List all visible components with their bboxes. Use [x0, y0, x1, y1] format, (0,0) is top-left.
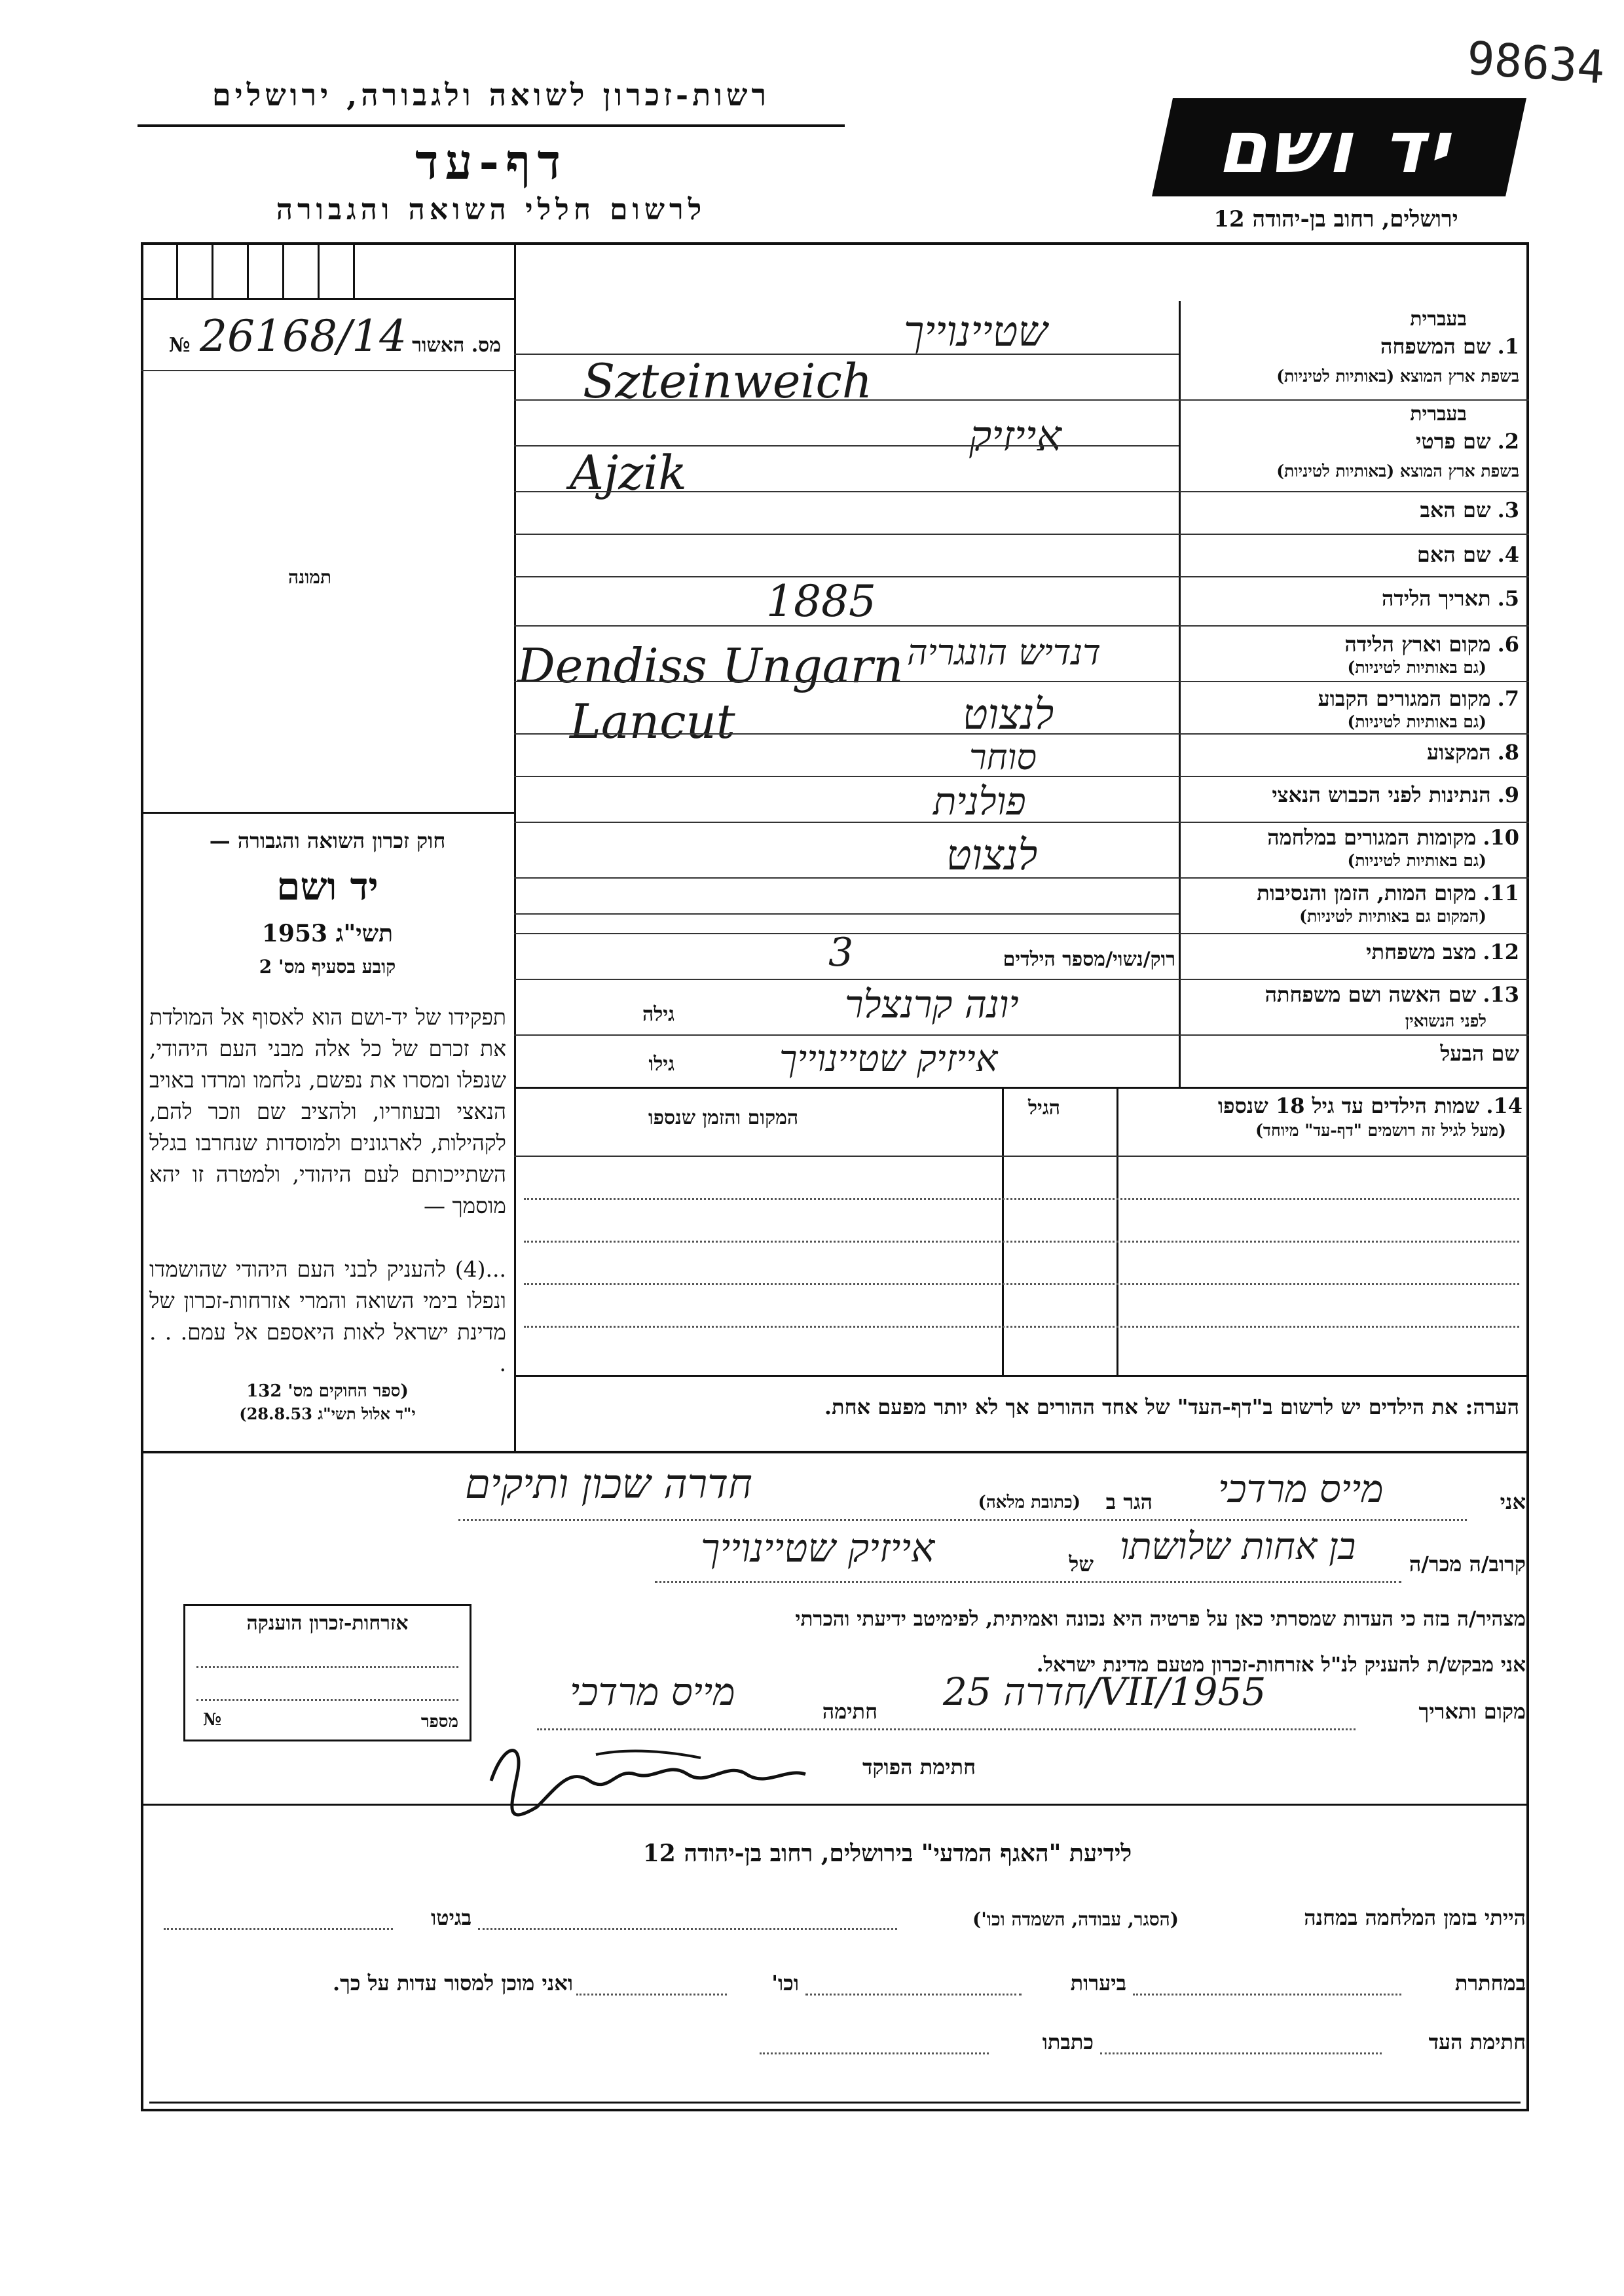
registration-number-label: מס. האשור [412, 334, 501, 357]
declaration-statement-1: מצהיר/ה בזה כי העדות שמסרתי כאן על פרטיה היא נכונה ואמיתית, לפימיטב ידיעתי והכרתי [795, 1607, 1526, 1631]
field-12-children-label: רוק/נשוי/מספר הילדים [1003, 948, 1175, 971]
footer-line-3-a: חתימת העד [1428, 2030, 1526, 2054]
field-4-number: 4. [1497, 542, 1519, 567]
field-6-number: 6. [1497, 632, 1519, 657]
photo-strip-line [141, 298, 514, 300]
field-1-sub: בשפת ארץ המוצא (באותיות לטיניות) [1276, 367, 1519, 386]
table-col-age: הגיל [1028, 1097, 1061, 1120]
field-10-label-text: מקומות המגורים במלחמה [1267, 825, 1477, 850]
field-1-line-b [514, 399, 1529, 401]
field-7-sub: (גם באותיות לטיניות) [1347, 712, 1486, 731]
husband-age-label: גילו [648, 1053, 674, 1076]
field-13-sub: לפני הנשואין [1405, 1011, 1486, 1030]
field-3-number: 3. [1497, 498, 1519, 522]
page-outer-frame [141, 1453, 1529, 2111]
field-13-number: 13. [1483, 982, 1519, 1007]
field-11-sub: (המקום גם באותיות לטיניות) [1299, 907, 1486, 926]
field-12-line [514, 979, 1529, 980]
law-citation-2: י"ד אלול תשי"ג 28.8.53) [239, 1404, 416, 1423]
declaration-relation-value: בן אחות שלושתו [1120, 1525, 1356, 1568]
field-9-line [514, 822, 1529, 823]
field-6-label-text: מקום וארץ הלידה [1344, 632, 1491, 657]
field-11-line-b [514, 933, 1529, 934]
field-10-sub: (גם באותיות לטיניות) [1347, 851, 1486, 870]
field-1-hebrew-tag: בעברית [1410, 308, 1467, 331]
declaration-address-note: (כתובת מלאה) [978, 1493, 1080, 1512]
declaration-signature-label: חתימה [822, 1699, 877, 1724]
field-1-number: 1. [1497, 334, 1519, 359]
declaration-place-date-label: מקום ותאריך [1418, 1699, 1526, 1724]
field-10-value: לנצוט [946, 831, 1038, 880]
field-14-sub: (מעל לגיל זה רושמים "דף-עד" מיוחד) [1255, 1121, 1506, 1140]
yad-vashem-logo: יד ושם [1152, 98, 1526, 196]
form-subtitle: לרשום חללי השואה והגבורה [276, 193, 707, 227]
field-7-line [514, 733, 1529, 735]
field-5-label-text: תאריך הלידה [1382, 586, 1491, 611]
field-14-number: 14. [1486, 1093, 1522, 1118]
field-2-number: 2. [1497, 429, 1519, 454]
citizenship-number-label: מספר [420, 1712, 458, 1732]
field-8-number: 8. [1497, 740, 1519, 765]
field-11-label [1192, 881, 1519, 905]
photo-law-separator [141, 812, 514, 814]
table-row-line-4 [524, 1326, 1519, 1328]
declaration-place-date-value: חדרה 25/VII/1955 [943, 1669, 1266, 1714]
field-13-label [1192, 982, 1519, 1007]
registration-separator [141, 370, 514, 371]
footer-line-3-b: כתבתו [1042, 2030, 1094, 2054]
law-citation-1: (ספר החוקים מס' 132 [246, 1381, 409, 1401]
field-10-line [514, 877, 1529, 879]
citizenship-number-sign: № [203, 1710, 222, 1730]
field-3-line [514, 534, 1529, 535]
registration-number-value: 26168/14 [200, 311, 407, 361]
field-1-label-text: שם המשפחה [1380, 334, 1491, 359]
field-7-number: 7. [1497, 686, 1519, 711]
table-head-line [514, 1156, 1529, 1157]
declaration-of-value: אייזיק שטיינוייך [701, 1525, 935, 1571]
table-col-place: המקום והזמן שנספו [648, 1106, 799, 1129]
field-2-sub: בשפת ארץ המוצא (באותיות לטיניות) [1276, 462, 1519, 481]
field-4-line [514, 576, 1529, 577]
declaration-statement-2: אני מבקש/ת להעניק לנ"ל אזרחות-זכרון מטעם מדינת ישראל. [1036, 1653, 1526, 1677]
field-5-line [514, 625, 1529, 627]
field-13-line [514, 1034, 1529, 1036]
field-3-label-text: שם האב [1420, 498, 1491, 522]
field-1-value-hebrew: שטיינוייך [904, 308, 1048, 356]
children-note: הערה: את הילדים יש לרשום ב"דף-העד" של אחד ההורים אך לא יותר מפעם אחת. [824, 1394, 1519, 1419]
field-12-children-value: 3 [828, 930, 854, 975]
field-8-line [514, 776, 1529, 777]
field-2-label [1192, 429, 1519, 454]
authority-underline [138, 124, 845, 127]
photo-label: תמונה [288, 566, 332, 588]
law-clause: קובע בסעיף מס' 2 [259, 956, 396, 977]
footer-heading: לידיעת "האגף המדעי" בירושלים, רחוב בן-יהודה 12 [642, 1840, 1132, 1867]
labels-column-divider [1179, 301, 1181, 1087]
photo-cell-strip [141, 242, 388, 298]
declaration-signature-value: מייס מרדכי [570, 1669, 735, 1714]
field-7-label-text: מקום המגורים הקבוע [1318, 686, 1491, 711]
field-10-number: 10. [1483, 825, 1519, 850]
law-heading: חוק זכרון השואה והגבורה — [209, 828, 446, 853]
authority-heading: רשות-זכרון לשואה ולגבורה, ירושלים [212, 77, 771, 113]
field-13-value: יונה קרנצלר [845, 982, 1019, 1027]
declaration-resident-label: הגר ב [1105, 1489, 1153, 1514]
field-1-line-a [514, 354, 1179, 355]
footer-line-1-b: (הסגר, עבודה, השמדה וכו') [972, 1908, 1179, 1930]
field-14-label [1126, 1093, 1522, 1118]
field-4-label [1192, 542, 1519, 567]
field-9-label [1192, 782, 1519, 807]
field-9-value: פולנית [933, 779, 1026, 824]
table-row-line-1 [524, 1198, 1519, 1200]
field-1-value-latin: Szteinweich [583, 354, 873, 409]
field-5-value: 1885 [766, 576, 876, 627]
field-13-age-label: גילה [642, 1003, 674, 1026]
page-outer-frame-inner [149, 2102, 1521, 2104]
field-7-value-hebrew: לנצוט [963, 691, 1054, 739]
field-12-label-text: מצב משפחתי [1366, 939, 1477, 964]
left-column-divider [514, 242, 516, 1453]
field-8-value: סוחר [969, 737, 1037, 778]
field-2-hebrew-tag: בעברית [1410, 403, 1467, 426]
table-row-line-2 [524, 1241, 1519, 1243]
husband-value: אייזיק שטיינוייך [779, 1038, 998, 1080]
field-2-value-hebrew: אייזיק [969, 412, 1061, 461]
declaration-of-label: של [1069, 1552, 1094, 1576]
field-11-line-a [514, 913, 1179, 915]
field-4-label-text: שם האם [1416, 542, 1491, 567]
serial-number: 98634 [1465, 31, 1607, 95]
law-paragraph-1: תפקידו של יד-ושם הוא לאסוף אל המולדת את זכרם של כל אלה מבני העם היהודי, שנפלו ומסרו את נפשם, נלחמו ומרדו באויב הנאצי ובעוזריו, ולהציב שם וזכר להם, לקהילות, לארגונים ולמוסדות שנחרבו בגלל השתייכותם לעם היהודי, ולמטרה זו יהא מוסמך — [149, 1004, 506, 1218]
table-row-line-3 [524, 1283, 1519, 1285]
footer-line-2-a: במחתרת [1454, 1971, 1526, 1995]
field-1-label [1192, 334, 1519, 359]
field-5-label [1192, 586, 1519, 611]
field-8-label-text: המקצוע [1427, 740, 1491, 765]
declaration-address-value: חדרה שכון ותיקים [465, 1460, 752, 1508]
field-14-label-text: שמות הילדים עד גיל 18 שנספו [1217, 1093, 1480, 1118]
footer-line-1-c: בגיטו [431, 1905, 471, 1930]
declaration-i-label: אני [1500, 1489, 1526, 1514]
field-2-value-latin: Ajzik [570, 445, 687, 500]
field-10-label [1192, 825, 1519, 850]
field-11-label-text: מקום המות, הזמן והנסיבות [1257, 881, 1477, 905]
field-2-label-text: שם פרטי [1415, 429, 1491, 454]
table-col-divider-2 [1002, 1087, 1004, 1375]
footer-line-1-a: הייתי בזמן המלחמה במחנה [1304, 1905, 1526, 1930]
field-9-label-text: הנתינות לפני הכבוש הנאצי [1272, 782, 1491, 807]
field-7-label [1192, 686, 1519, 711]
declaration-clerk-label: חתימת הפוקד [862, 1755, 976, 1779]
field-husband-line [514, 1087, 1529, 1089]
declaration-i-value: מייס מרדכי [1218, 1467, 1384, 1511]
field-2-line-a [514, 445, 1179, 446]
law-name: יד ושם [276, 864, 378, 909]
footer-line-2-c: וכו' [771, 1971, 799, 1995]
field-12-number: 12. [1483, 939, 1519, 964]
field-6-sub: (גם באותיות לטיניות) [1347, 658, 1486, 677]
law-year: תשי"ג 1953 [261, 920, 394, 947]
field-5-number: 5. [1497, 586, 1519, 611]
field-12-label [1192, 939, 1519, 964]
form-title: דף-עד [415, 134, 568, 191]
field-3-label [1192, 498, 1519, 522]
footer-line-2-d: ואני מוכן למסור עדות על כך. [332, 1971, 573, 1995]
field-7-value-latin: Lancut [570, 694, 735, 749]
husband-label: שם הבעל [1440, 1041, 1519, 1066]
citizenship-box-title: אזרחות-זכרון הוענקה [246, 1612, 409, 1635]
field-9-number: 9. [1497, 782, 1519, 807]
footer-line-2-b: ביערות [1070, 1971, 1126, 1995]
field-6-value-hebrew: דנדיש הונגריה [907, 632, 1101, 673]
field-6-label [1192, 632, 1519, 657]
field-8-label [1192, 740, 1519, 765]
declaration-relative-label: קרוב/ה מכר/ה [1409, 1552, 1526, 1576]
logo-address: ירושלים, רחוב בן-יהודה 12 [1213, 206, 1458, 232]
field-13-label-text: שם האשה ושם משפחתה [1264, 982, 1477, 1007]
law-paragraph-2: ...(4) להעניק לבני העם היהודי שהושמדו ונפלו בימי השואה והמרי אזרחות-זכרון של מדינת ישראל לאות היאספם אל עמם. . . . [149, 1256, 506, 1376]
field-11-number: 11. [1483, 881, 1519, 905]
field-6-line [514, 681, 1529, 682]
field-6-value-latin: Dendiss Ungarn [517, 638, 904, 693]
field-2-line-b [514, 491, 1529, 492]
table-col-divider-1 [1116, 1087, 1118, 1375]
registration-number-prefix: № [169, 334, 191, 357]
table-bottom-line [514, 1375, 1529, 1377]
